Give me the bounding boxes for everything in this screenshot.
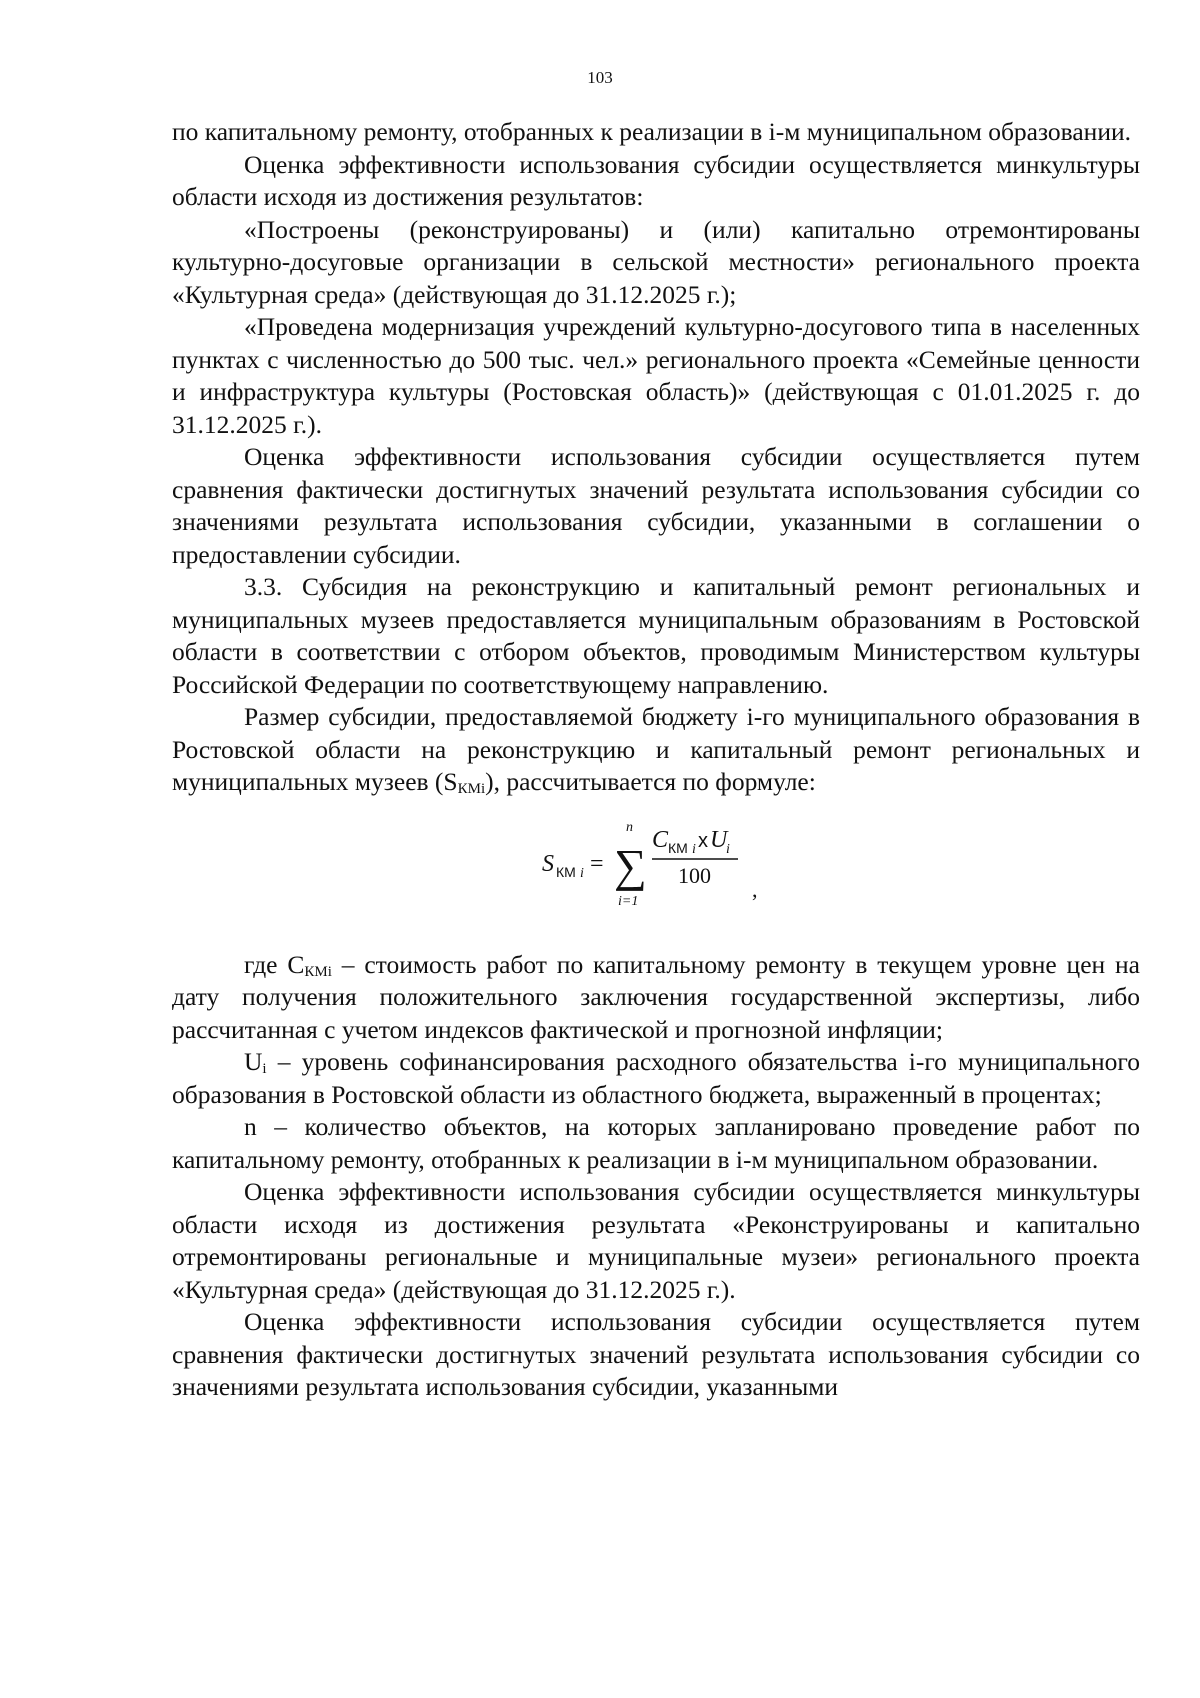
- subsidy-size-text-end: ), рассчитывается по формуле:: [485, 767, 816, 796]
- definition-n: n – количество объектов, на которых запланировано проведение работ по капитальному ремонту, отобранных к реализации в i-м муниципальном образовании.: [172, 1112, 1140, 1174]
- paragraph-subsidy-size: [172, 701, 1140, 799]
- subsidy-size-text: Размер субсидии, предоставляемой бюджету i-го муниципального образования в Ростовской области на реконструкцию и капитальный ремонт региональных и муниципальных музеев (S: [172, 702, 1140, 796]
- formula-lhs-sub-italic: i: [580, 865, 584, 881]
- definition-c-km: [172, 949, 1140, 1047]
- paragraph-museum-evaluation: Оценка эффективности использования субсидии осуществляется минкультуры области исходя из достижения результата «Реконструированы и капитально отремонтированы региональные и муниципальные музеи» регионального проекта «Культурная среда» (действующая до 31.12.2025 г.).: [172, 1177, 1140, 1304]
- formula-trailing-comma: ,: [752, 876, 758, 902]
- paragraph-museum-evaluation-method: Оценка эффективности использования субсидии осуществляется путем сравнения фактически достигнутых значений результата использования субсидии со значениями результата использования субсидии, указанными: [172, 1307, 1140, 1401]
- formula-sum-lower: i=1: [618, 893, 639, 909]
- formula-numerator-x: x: [698, 829, 708, 852]
- definition-u-i-subscript: i: [262, 1061, 267, 1077]
- formula-numerator-c-sub: КМ: [668, 839, 688, 856]
- formula-lhs-sub: КМ: [556, 863, 576, 880]
- definition-u-i: [172, 1046, 1140, 1111]
- formula-numerator-c: C: [652, 826, 669, 853]
- definition-u-i-lead: U: [244, 1047, 263, 1076]
- paragraph-section-3-3: 3.3. Субсидия на реконструкцию и капитальный ремонт региональных и муниципальных музеев предоставляется муниципальным образованиям в Ростовской области в соответствии с отбором объектов, проводимым Министерством культуры Российской Федерации по соответствующему направлению.: [172, 572, 1140, 699]
- paragraph-evaluation-results: Оценка эффективности использования субсидии осуществляется минкультуры области исходя из достижения результатов:: [172, 149, 1140, 211]
- formula-denominator: 100: [678, 862, 711, 888]
- page-number: 103: [587, 68, 613, 87]
- formula-sigma: ∑: [614, 839, 647, 891]
- paragraph-evaluation-method: Оценка эффективности использования субсидии осуществляется путем сравнения фактически достигнутых значений результата использования субсидии со значениями результата использования субсидии, указанными в соглашении о предоставлении субсидии.: [172, 442, 1140, 569]
- formula-equals: =: [590, 850, 604, 877]
- subsidy-size-subscript: КМi: [457, 781, 486, 797]
- formula-numerator-u: U: [710, 826, 728, 853]
- formula-block: [172, 799, 1140, 949]
- formula-numerator-u-sub: i: [726, 841, 730, 857]
- definition-c-km-lead: где С: [244, 949, 305, 979]
- paragraph-result-modernization: «Проведена модернизация учреждений культурно-досугового типа в населенных пунктах с численностью до 500 тыс. чел.» регионального проекта «Семейные ценности и инфраструктура культуры (Ростовская область)» (действующая с 01.01.2025 г. до 31.12.2025 г.).: [172, 312, 1140, 439]
- subsidy-formula: [542, 817, 782, 917]
- formula-numerator-c-sub-italic: i: [692, 841, 696, 857]
- paragraph-result-cultural-environment: «Построены (реконструированы) и (или) капитально отремонтированы культурно-досуговые организации в сельской местности» регионального проекта «Культурная среда» (действующая до 31.12.2025 г.);: [172, 214, 1140, 309]
- paragraph-continuation: по капитальному ремонту, отобранных к реализации в i-м муниципальном образовании.: [172, 117, 1132, 146]
- definition-c-km-text: – стоимость работ по капитальному ремонту в текущем уровне цен на дату получения положительного заключения государственной экспертизы, либо рассчитанная с учетом индексов фактической и прогнозной инфляции;: [172, 949, 1140, 1044]
- definition-c-km-subscript: КМi: [304, 963, 332, 980]
- definition-u-i-text: – уровень софинансирования расходного обязательства i-го муниципального образования в Ростовской области из областного бюджета, выраженный в процентах;: [172, 1047, 1140, 1109]
- document-body: [172, 116, 1140, 1404]
- formula-sum-upper: n: [626, 819, 633, 835]
- formula-lhs: S: [542, 850, 554, 877]
